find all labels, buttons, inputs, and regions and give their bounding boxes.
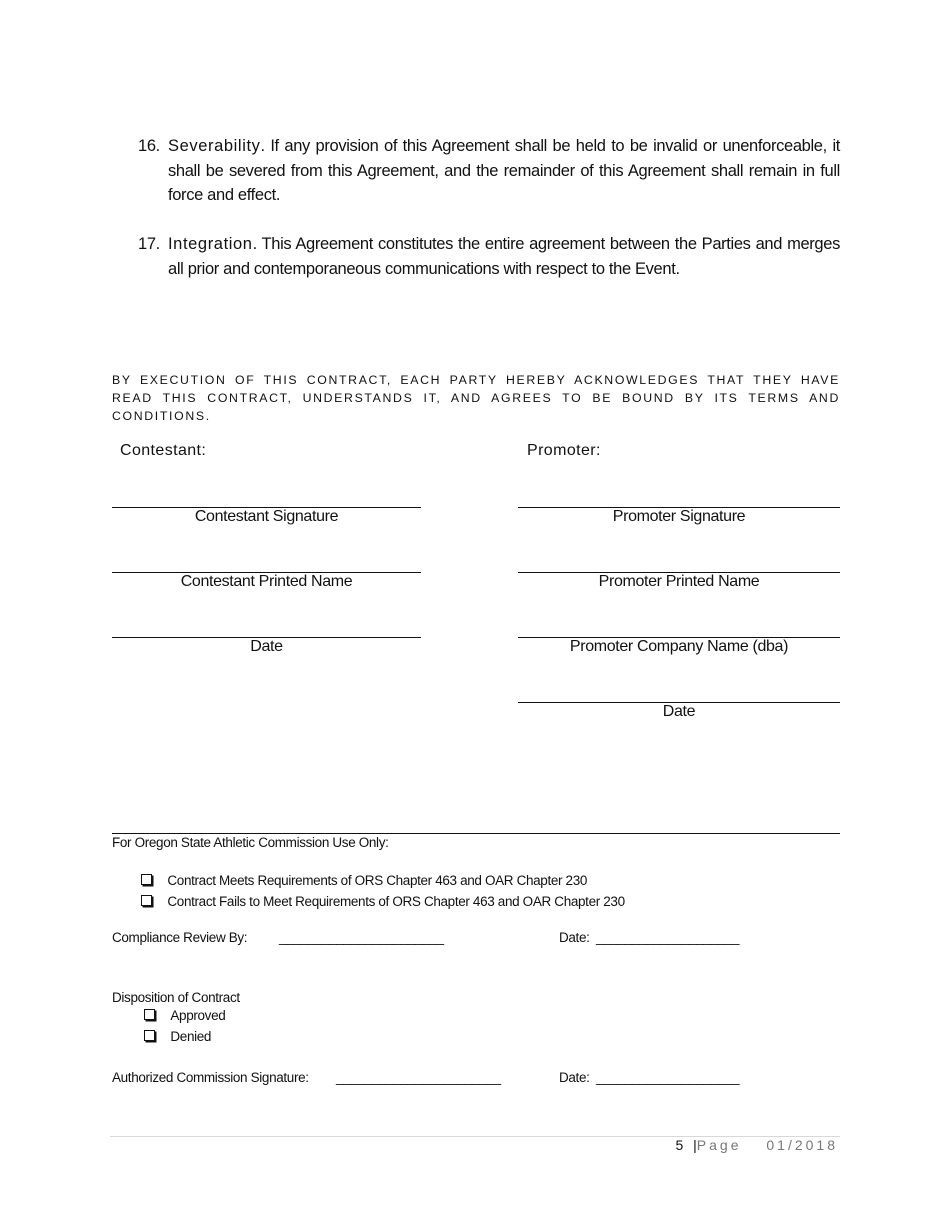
contestant-label: Contestant: (120, 442, 207, 459)
disposition-heading: Disposition of Contract (112, 990, 240, 1005)
clause-severability (138, 134, 840, 208)
promoter-label: Promoter: (527, 442, 601, 459)
page-word: Page (696, 1137, 742, 1153)
promoter-date-caption: Date (662, 703, 696, 720)
authorized-signature-field[interactable]: _______________________ (336, 1070, 501, 1085)
clause-title: Severability (168, 137, 261, 155)
compliance-date-label: Date: (559, 930, 590, 945)
checkbox-icon[interactable] (141, 874, 152, 885)
contestant-date-caption: Date (250, 638, 283, 655)
commission-heading: For Oregon State Athletic Commission Use Only: (112, 835, 389, 850)
contestant-printed-name-caption: Contestant Printed Name (180, 573, 353, 590)
check-meets-label: Contract Meets Requirements of ORS Chapter 463 and OAR Chapter 230 (167, 873, 588, 888)
authorized-date-label: Date: (559, 1070, 590, 1085)
compliance-review-label: Compliance Review By: (112, 930, 248, 945)
check-fails-label: Contract Fails to Meet Requirements of ORS Chapter 463 and OAR Chapter 230 (167, 894, 625, 909)
disposition-approved-label: Approved (170, 1008, 226, 1023)
check-meets-requirements[interactable] (141, 873, 587, 888)
checkbox-icon[interactable] (144, 1009, 155, 1020)
disposition-denied[interactable] (144, 1029, 211, 1044)
clause-text: . This Agreement constitutes the entire agreement between the Parties and merges all prior and contemporaneous communications with respect to the Event. (168, 235, 840, 278)
disposition-approved[interactable] (144, 1008, 225, 1023)
footer-separator: | (693, 1137, 697, 1153)
compliance-date-field[interactable]: ____________________ (596, 930, 740, 945)
clause-integration (138, 232, 840, 281)
authorized-date-field[interactable]: ____________________ (596, 1070, 740, 1085)
acknowledgement-text: BY EXECUTION OF THIS CONTRACT, EACH PARTY HEREBY ACKNOWLEDGES THAT THEY HAVE READ THIS CONTRACT, UNDERSTANDS IT, AND AGREES TO BE BOUND BY ITS TERMS AND CONDITIONS. (112, 373, 840, 423)
promoter-company-caption: Promoter Company Name (dba) (569, 638, 789, 655)
promoter-printed-name-caption: Promoter Printed Name (598, 573, 760, 590)
clause-number: 16. (138, 137, 160, 155)
checkbox-icon[interactable] (141, 895, 152, 906)
clause-text: . If any provision of this Agreement shall be held to be invalid or unenforceable, it shall be severed from this Agreement, and the remainder of this Agreement shall remain in full force and effect. (168, 137, 840, 204)
commission-divider (112, 833, 840, 834)
contestant-signature-caption: Contestant Signature (194, 508, 339, 525)
page-number: 5 (675, 1137, 687, 1153)
checkbox-icon[interactable] (144, 1030, 155, 1041)
clause-number: 17. (138, 235, 160, 253)
check-fails-requirements[interactable] (141, 894, 625, 909)
promoter-signature-caption: Promoter Signature (612, 508, 746, 525)
page-footer (675, 1137, 838, 1153)
compliance-review-field[interactable]: _______________________ (279, 930, 444, 945)
authorized-signature-label: Authorized Commission Signature: (112, 1070, 309, 1085)
clause-title: Integration (168, 235, 253, 253)
disposition-denied-label: Denied (170, 1029, 212, 1044)
revision-date: 01/2018 (766, 1137, 838, 1153)
